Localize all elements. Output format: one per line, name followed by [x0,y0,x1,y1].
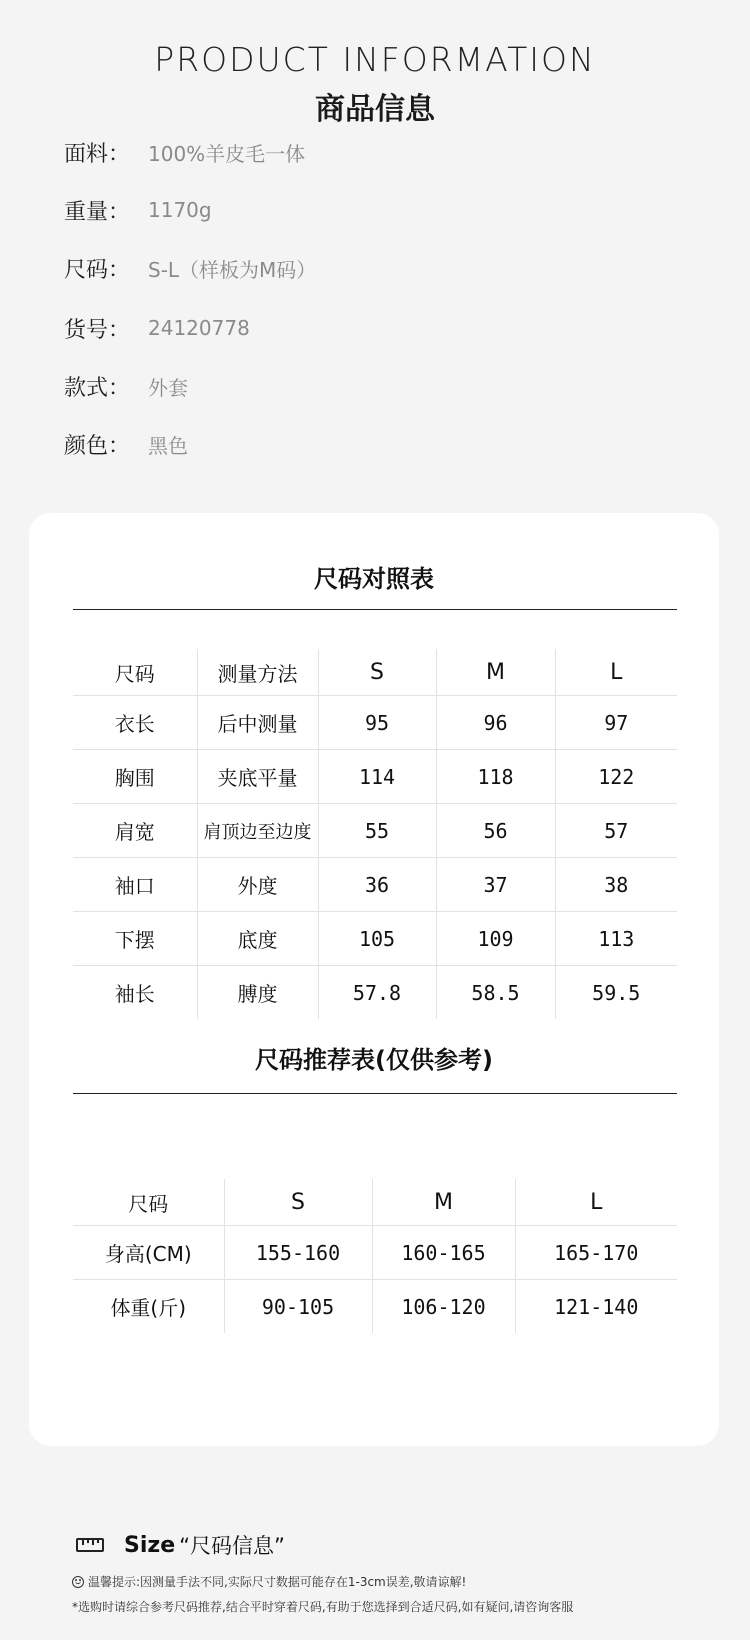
info-row-weight [64,192,212,228]
table-cell: 57.8 [318,966,436,1020]
table-cell: 106-120 [372,1280,515,1334]
table-header-cell: 尺码 [73,649,197,696]
table-cell: 109 [436,912,555,966]
info-value: 外套 [148,375,188,400]
info-value: 黑色 [148,433,188,458]
recommend-chart-title: 尺码推荐表(仅供参考) [255,1046,493,1074]
table-header-cell: S [224,1179,372,1226]
info-value: 100%羊皮毛一体 [148,141,306,166]
table-cell: 105 [318,912,436,966]
table-cell: 59.5 [592,980,641,1005]
table-cell: 122 [555,750,677,804]
footer-note-text: *选购时请综合参考尺码推荐,结合平时穿着尺码,有助于您选择到合适尺码,如有疑问,请咨询客服 [72,1600,574,1614]
table-cell: 36 [318,858,436,912]
size-chart-rule [73,609,677,610]
table-header-cell: L [555,649,677,696]
table-cell: 118 [436,750,555,804]
table-cell: 袖口 [73,858,197,912]
table-cell: 97 [555,696,677,750]
size-card [29,513,719,1446]
table-header-cell: M [436,649,555,696]
table-header-row [73,649,677,696]
table-row [73,912,677,966]
table-header-cell: M [372,1179,515,1226]
recommend-chart-rule [73,1093,677,1094]
table-cell: 114 [318,750,436,804]
info-row-fabric [64,134,305,170]
table-cell: 155-160 [224,1226,372,1280]
table-cell: 37 [436,858,555,912]
table-cell: 袖长 [73,966,197,1020]
table-cell: 夹底平量 [197,750,318,804]
table-cell: 57 [555,804,677,858]
table-cell: 肩顶边至边度 [197,804,318,858]
size-chart-title: 尺码对照表 [314,565,434,593]
info-label: 货号： [64,317,131,343]
table-cell: 113 [555,912,677,966]
info-value: S-L（样板为M码） [148,257,317,282]
table-cell: 95 [318,696,436,750]
table-cell: 膊度 [197,966,318,1020]
table-cell: 165-170 [515,1226,677,1280]
info-label: 面料： [64,141,131,167]
info-label: 尺码： [64,257,131,283]
table-row [73,966,677,1020]
table-cell: 121-140 [554,1294,639,1319]
size-chart-table [73,649,677,1019]
info-value: 1170g [148,198,212,222]
table-row [73,858,677,912]
recommend-chart-table [73,1179,677,1333]
footer-size-heading [76,1530,285,1560]
info-row-color [64,426,188,462]
info-value: 24120778 [148,316,250,340]
footer-note-text: 温馨提示:因测量手法不同,实际尺寸数据可能存在1-3cm误差,敬请谅解! [88,1575,467,1589]
table-header-cell: 尺码 [73,1179,224,1226]
table-cell: 下摆 [73,912,197,966]
footer-size-label: Size [124,1532,176,1558]
table-header-cell: L [515,1179,677,1226]
table-header-row [73,1179,677,1226]
table-row [73,696,677,750]
table-cell: 肩宽 [73,804,197,858]
info-row-size [64,250,316,286]
info-label: 重量： [64,199,131,225]
table-cell: 衣长 [73,696,197,750]
table-cell: 90-105 [224,1280,372,1334]
table-cell: 38 [555,858,677,912]
table-cell: 后中测量 [197,696,318,750]
table-cell: 160-165 [372,1226,515,1280]
ruler-icon [76,1538,104,1552]
table-cell: 体重(斤) [73,1280,224,1334]
table-cell: 56 [436,804,555,858]
table-row [73,1280,677,1334]
footer-note-1 [72,1573,466,1590]
footer-note-2 [72,1598,573,1615]
info-row-style [64,368,188,404]
table-cell: 55 [318,804,436,858]
smile-icon [72,1576,84,1588]
info-label: 颜色： [64,433,131,459]
table-cell: 58.5 [436,966,555,1020]
table-cell: 外度 [197,858,318,912]
info-row-item-number [64,310,250,346]
table-cell: 底度 [197,912,318,966]
table-row [73,804,677,858]
footer-size-cn: “尺码信息” [179,1534,285,1558]
table-header-cell: 测量方法 [197,649,318,696]
info-label: 款式： [64,375,131,401]
table-cell: 身高(CM) [73,1226,224,1280]
table-row [73,750,677,804]
table-cell: 胸围 [73,750,197,804]
page-title-en: PRODUCT INFORMATION [154,40,596,79]
table-row [73,1226,677,1280]
page-title-cn: 商品信息 [315,92,435,127]
table-header-cell: S [318,649,436,696]
table-cell: 96 [436,696,555,750]
